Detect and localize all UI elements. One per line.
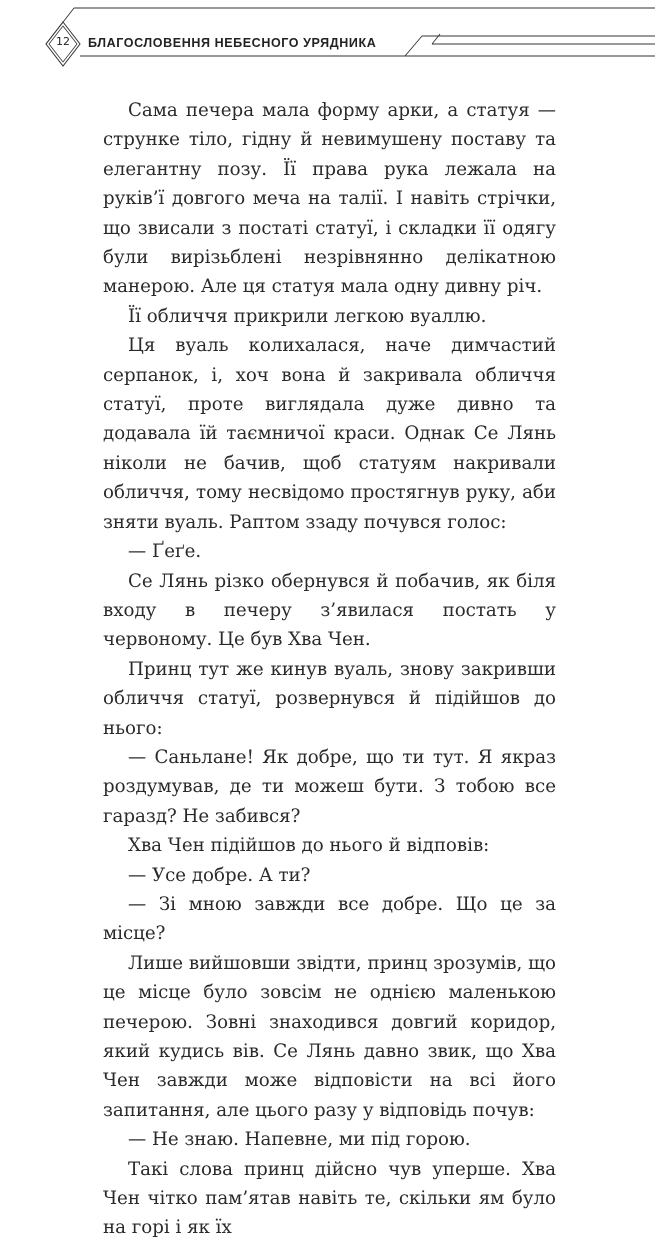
paragraph: — Усе добре. А ти? [128,864,311,886]
page-number: 12 [56,35,70,48]
paragraph: — Не знаю. Напевне, ми під горою. [128,1129,471,1151]
paragraph: Сама печера мала форму арки, а статуя — струнке тіло, гідну й невимушену поставу та елегантну позу. Її права рука лежала на руків’ї довгого меча на талії. І навіть стрічки, що звисали з постаті статуї, і складки її одягу були вирізьблені незрівнянно делікатною манерою. Але ця статуя мала одну дивну річ. [103,100,556,298]
paragraph: Ця вуаль колихалася, наче димчастий серпанок, і, хоч вона й закривала обличчя статуї, проте виглядала дуже дивно та додавала їй таємничої краси. Однак Се Лянь ніколи не бачив, щоб статуям накривали обличчя, тому несвідомо простягнув руку, аби зняти вуаль. Раптом ззаду почувся голос: [103,335,556,533]
paragraph: Се Лянь різко обернувся й побачив, як біля входу в печеру з’явилася постать у червоному. Це був Хва Чен. [103,570,556,651]
paragraph: — Саньлане! Як добре, що ти тут. Я якраз роздумував, де ти можеш бути. З тобою все гаразд? Не забився? [103,746,556,827]
paragraph: Лише вийшовши звідти, принц зрозумів, що це місце було зовсім не однією маленькою печерою. Зовні знаходився довгий коридор, який кудись вів. Се Лянь давно звик, що Хва Чен завжди може відповісти на всі його запитання, але цього разу у відповідь почув: [103,952,556,1121]
paragraph: — Ґеґе. [128,541,202,563]
page-body [103,96,556,1243]
running-title: БЛАГОСЛОВЕННЯ НЕБЕСНОГО УРЯДНИКА [88,36,377,50]
paragraph: Принц тут же кинув вуаль, знову закривши обличчя статуї, розвернувся й підійшов до нього: [103,658,556,739]
paragraph: Хва Чен підійшов до нього й відповів: [128,835,490,857]
paragraph: Її обличчя прикрили легкою вуаллю. [128,305,487,327]
paragraph: — Зі мною завжди все добре. Що це за місце? [103,893,556,945]
page-header [0,0,655,70]
paragraph: Такі слова принц дійсно чув уперше. Хва Чен чітко пам’ятав навіть те, скільки ям було на горі і як їх [103,1158,556,1239]
header-ornament [0,0,655,70]
